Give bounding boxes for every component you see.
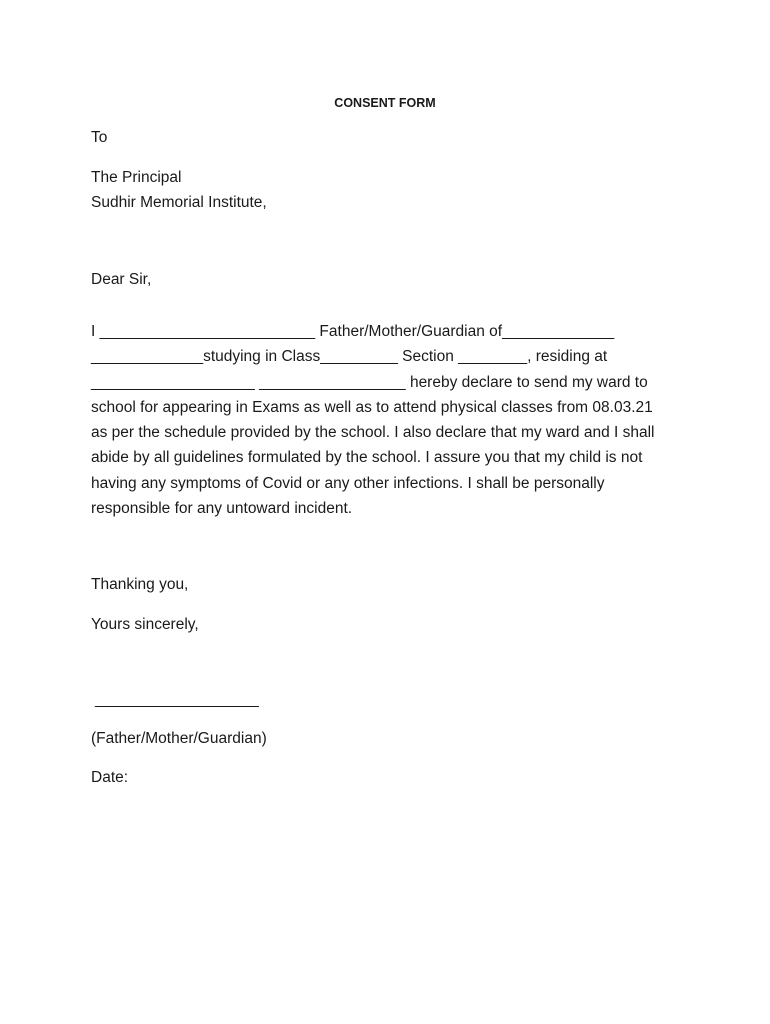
paragraph-line: responsible for any untoward incident. (91, 500, 353, 518)
thanking-line: Thanking you, (91, 576, 189, 593)
date-label: Date: (91, 769, 129, 786)
signatory-label: (Father/Mother/Guardian) (91, 730, 267, 747)
paragraph-line: ___________________ _________________ hereby declare to send my ward to (91, 373, 648, 391)
closing-line: Yours sincerely, (91, 616, 199, 633)
paragraph-line: I _________________________ Father/Mother/Guardian of_____________ (91, 323, 615, 340)
paragraph-line: school for appearing in Exams as well as to attend physical classes from 08.03.21 (91, 398, 653, 416)
recipient-institute: Sudhir Memorial Institute, (91, 194, 267, 211)
declaration-paragraph (91, 319, 691, 521)
to-label: To (91, 129, 108, 146)
salutation: Dear Sir, (91, 271, 152, 288)
paragraph-line: having any symptoms of Covid or any other infections. I shall be personally (91, 474, 605, 492)
recipient-title: The Principal (91, 169, 182, 186)
paragraph-line: _____________studying in Class_________ Section ________, residing at (91, 348, 608, 366)
form-title: CONSENT FORM (334, 96, 436, 110)
paragraph-line: abide by all guidelines formulated by the school. I assure you that my child is not (91, 449, 643, 467)
signature-line: ___________________ (95, 691, 259, 708)
paragraph-line: as per the schedule provided by the school. I also declare that my ward and I shall (91, 424, 655, 442)
